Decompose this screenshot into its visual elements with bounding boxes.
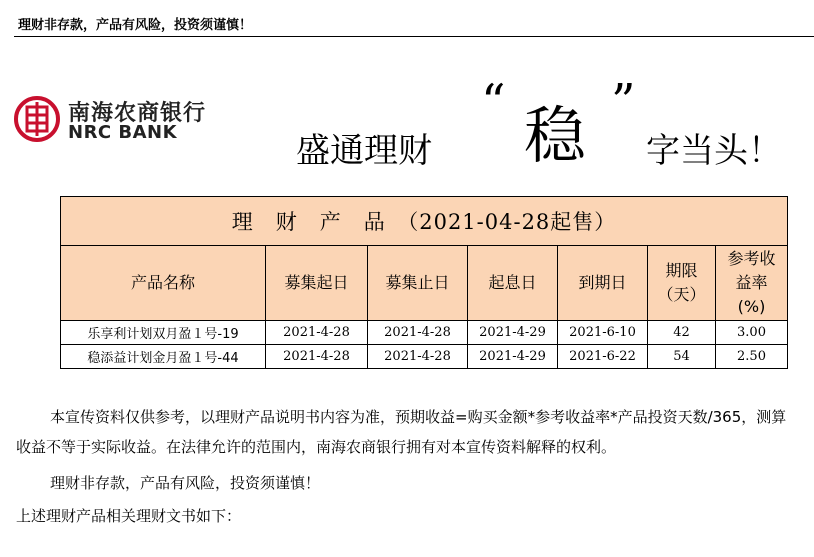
slogan-quote-close: ” [611, 74, 636, 130]
col-header-raise-end: 募集止日 [368, 246, 468, 321]
top-divider [14, 36, 814, 37]
col-header-term-days: 期限（天） [648, 246, 716, 321]
bank-name-en: NRC BANK [68, 122, 178, 143]
table-row [61, 321, 788, 345]
value-date-cell: 2021-4-29 [468, 345, 558, 369]
raise-start-cell: 2021-4-28 [266, 321, 368, 345]
table-title: 理 财 产 品 （2021-04-28起售） [61, 197, 788, 246]
top-risk-warning: 理财非存款，产品有风险，投资须谨慎！ [18, 18, 253, 33]
col-header-product-name: 产品名称 [61, 246, 266, 321]
raise-end-cell: 2021-4-28 [368, 321, 468, 345]
col-header-raise-start: 募集起日 [266, 246, 368, 321]
raise-start-cell: 2021-4-28 [266, 345, 368, 369]
value-date-cell: 2021-4-29 [468, 321, 558, 345]
slogan-part-b: 字当头！ [646, 131, 782, 171]
maturity-date-cell: 2021-6-10 [558, 321, 648, 345]
term-days-cell: 42 [648, 321, 716, 345]
documents-intro: 上述理财产品相关理财文书如下： [16, 507, 242, 525]
term-days-cell: 54 [648, 345, 716, 369]
bank-logo [14, 96, 254, 144]
product-name-cell: 乐享利计划双月盈１号-19 [61, 321, 266, 345]
yield-cell: 3.00 [716, 321, 788, 345]
product-table-wrapper [60, 196, 787, 369]
col-header-maturity-date: 到期日 [558, 246, 648, 321]
product-table [60, 196, 788, 369]
product-name-cell: 稳添益计划金月盈１号-44 [61, 345, 266, 369]
risk-warning-paragraph: 理财非存款，产品有风险，投资须谨慎！ [50, 474, 321, 492]
bank-logo-icon [14, 96, 60, 142]
slogan-part-a: 盛通理财 [296, 131, 432, 171]
slogan [296, 74, 796, 172]
disclaimer-paragraph: 本宣传资料仅供参考，以理财产品说明书内容为准，预期收益=购买金额*参考收益率*产品投资天数/365，测算收益不等于实际收益。在法律允许的范围内，南海农商银行拥有对本宣传资料解释的权利。 [16, 408, 787, 456]
raise-end-cell: 2021-4-28 [368, 345, 468, 369]
maturity-date-cell: 2021-6-22 [558, 345, 648, 369]
table-row [61, 345, 788, 369]
bank-name-cn: 南海农商银行 [68, 101, 207, 126]
col-header-value-date: 起息日 [468, 246, 558, 321]
yield-cell: 2.50 [716, 345, 788, 369]
col-header-yield: 参考收益率(%) [716, 246, 788, 321]
slogan-key-char: 稳 [524, 99, 587, 172]
slogan-quote-open: “ [481, 74, 506, 130]
